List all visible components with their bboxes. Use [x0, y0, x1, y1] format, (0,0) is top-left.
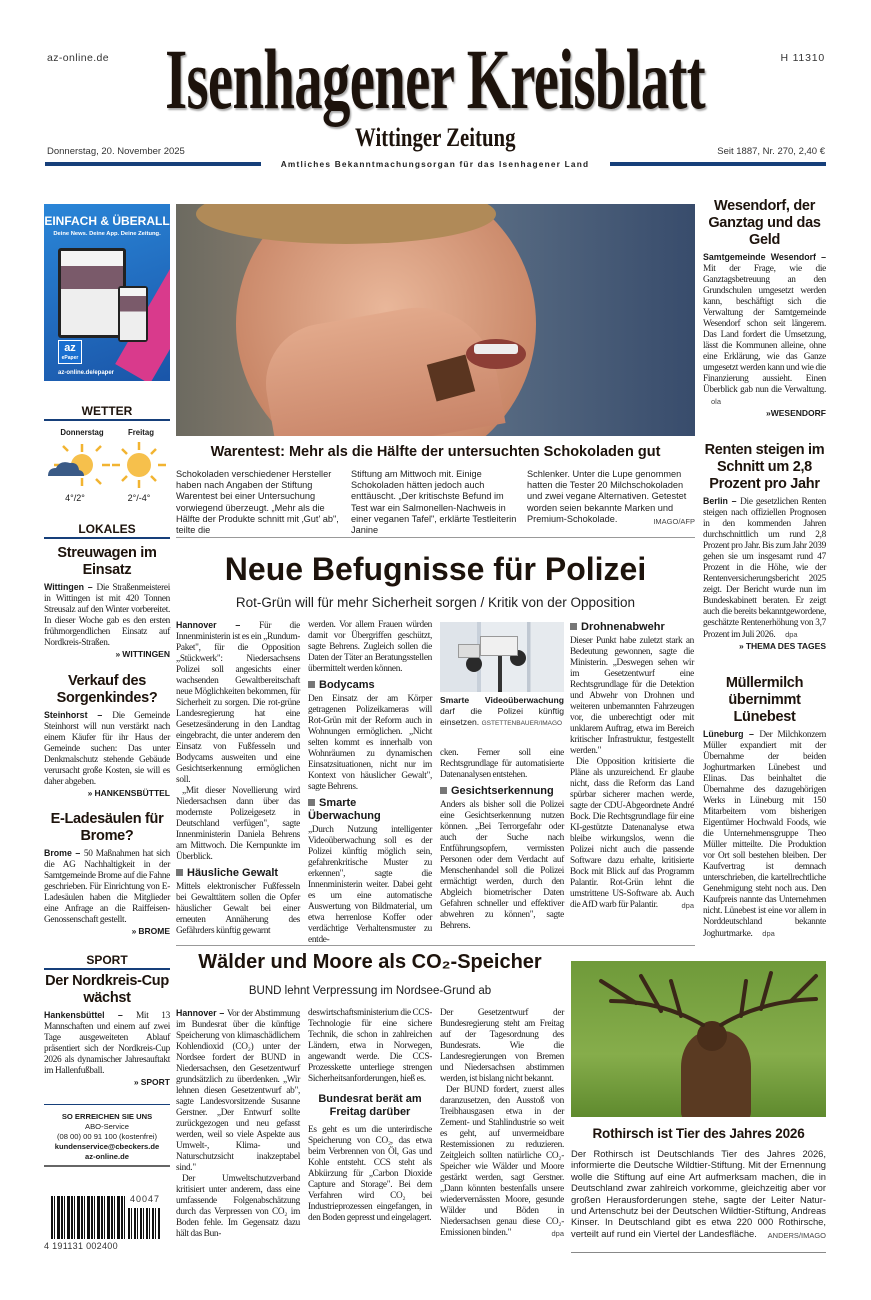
article-paragraph	[440, 800, 564, 932]
divider	[44, 1165, 170, 1167]
ref-link[interactable]: »WESENDORF	[766, 408, 826, 418]
subheading-text: Gesichtserkennung	[451, 785, 554, 797]
rothirsch-text: Der Rothirsch ist Deutschlands Tier des Jahres 2026, informierte die Deutsche Wildtier-Stiftung. Mit der Ernennung wolle die Stiftung auf eine Art aufmerksam machen, die in Deutschland zwar zahlreich vorkomme, gleichzeitig aber vor großen Herausforderungen stehe, sagte der Leiter Natur- und Artenschutz bei der Deutschen Wildtier-Stiftung, Andreas Kinser. In Deutschland gibt es etwa 220 000 Rothirsche, verteilt auf rund ein Viertel der Landesfläche. ANDERS/IMAGO	[571, 1148, 826, 1240]
teaser-text	[44, 582, 170, 660]
issue-info: Seit 1887, Nr. 270, 2,40 €	[717, 146, 825, 157]
author-credit: dpa	[762, 929, 775, 938]
subheading-text: Bodycams	[319, 679, 375, 691]
photo-credit: IMAGO/AFP	[653, 516, 695, 526]
photo-caption: Smarte Videoüberwachung darf die Polizei künftig einsetzen. GSTETTENBAUER/IMAGO	[440, 695, 564, 727]
square-bullet-icon	[440, 787, 447, 794]
subheading-text: Smarte Überwachung	[308, 797, 381, 822]
contact-email[interactable]: kundenservice@cbeckers.de	[54, 1142, 160, 1151]
paragraph-text: Mit der Frage, wie die Ganztagsbetreuung an den Grundschulen umgesetzt werden kann, beschäftigt sich die Verwaltung der Samtgemeinde Wesendorf schon seit längerem. Das Land fordert die Umsetzung, lässt die Kommunen alleine, ohne eine Erklärung, wie das Ganze umgesetzt werden kann und wie die Finanzierung aussieht. Einen Überblick gab nun die Verwaltung.	[703, 264, 826, 395]
dateline: Samtgemeinde Wesendorf –	[703, 252, 826, 262]
lokales-header: LOKALES	[44, 522, 170, 539]
weather-day-label: Donnerstag	[60, 428, 104, 437]
warentest-col: Schlenker. Unter die Lupe genommen hatten die Tester 20 Milchschokoladen und zwei vegane Alternativen. Getestet worden seien bekannte Marken und Premium-Schokolade. IMAGO/AFP	[527, 469, 695, 526]
lokales-list	[44, 545, 170, 937]
author-credit: ola	[711, 397, 722, 406]
dateline: Hannover –	[176, 1008, 227, 1018]
article-subheading	[176, 867, 300, 880]
ref-link[interactable]: » HANKENSBÜTTEL	[87, 787, 170, 798]
paragraph-text: „Durch Nutzung intelligenter Videoüberwachung soll es der Polizei künftig möglich sein, gefahrenkritische Muster zu erkennen", sagte die Innenministerin weiter. Dabei geht es um eine automatische Auswertung von Bildmaterial, um etwa herrenlose Koffer oder verdächtige Verhaltensmuster zu entde-	[308, 825, 432, 945]
article-paragraph	[440, 1008, 564, 1085]
teaser-headline[interactable]: Streuwagen im Einsatz	[57, 545, 157, 578]
teaser-headline[interactable]: Renten steigen im Schnitt um 2,8 Prozent pro Jahr	[704, 442, 825, 492]
website-label: az-online.de	[47, 52, 110, 64]
article-subheading	[440, 785, 564, 798]
square-bullet-icon	[308, 681, 315, 688]
teaser-text	[703, 729, 826, 940]
weather-day-label: Freitag	[128, 428, 154, 437]
photo-credit: ANDERS/IMAGO	[767, 1230, 826, 1240]
square-bullet-icon	[176, 869, 183, 876]
teaser-headline[interactable]: Müllermilch übernimmt Lünebest	[725, 675, 804, 725]
subheading-text: Drohnenabwehr	[581, 621, 665, 633]
paragraph-text: werden. Vor allem Frauen würden damit vor Übergriffen geschützt, sagte Behrens. Zugleich sollen die Daten der Täter an Beratungsstellen übermittelt werden können.	[308, 620, 432, 674]
warentest-col: Schokoladen verschiedener Hersteller haben nach Angaben der Stiftung Warentest bei einer Untersuchung vorwiegend überzeugt. „Mehr als die Hälfte der Produkte schnitt mit ‚Gut' ab", teilte die	[176, 469, 339, 536]
article-subheading	[308, 679, 432, 692]
sport-teaser	[44, 973, 170, 1088]
weather-temp: 4°/2°	[65, 493, 85, 503]
photo-credit: GSTETTENBAUER/IMAGO	[481, 720, 563, 727]
dateline: Steinhorst –	[44, 709, 113, 720]
dateline: Wittingen –	[44, 582, 97, 592]
article-paragraph	[176, 882, 300, 937]
paragraph-text: deswirtschaftsministerium die CCS-Technologie für eine sichere Technik, die schon in zahlreichen Ländern, etwa in Norwegen, angewandt werde. Die CCS-Prozesskette unterliege strengen Sicherheitsanforderungen, hieß es.	[308, 1008, 432, 1084]
tablet-image	[58, 248, 126, 338]
paragraph-text: Anders als bisher soll die Polizei eine Gesichtserkennung nutzen können. „Bei Terrorgefahr oder auch der Suche nach Entführungsopfern, vermissten Personen oder dem Verdacht auf Menschenhandel soll die Polizei ermächtigt werden, durch den Abgleich biometrischer Daten Gefahren schneller und effektiver abwehren zu können", sagte Behrens.	[440, 800, 564, 931]
dateline: Hannover –	[176, 620, 260, 630]
ref-link[interactable]: » BROME	[131, 926, 170, 936]
teaser-paragraph	[44, 848, 170, 926]
square-bullet-icon	[308, 799, 315, 806]
right-column	[703, 198, 826, 940]
paragraph-text: Dieser Punkt habe zuletzt stark an Bedeutung gewonnen, sagte die Ministerin. „Deswegen sehen wir im Gesetzentwurf eine Rechtsgrundlage für die Detektion und Abwehr von Drohnen und weiteren unbemannten Fahrzeugen vor, die unberechtigt oder mit unklarem Auftrag, etwa im Bereich kritischer Infrastruktur, festgestellt werden."	[570, 636, 694, 756]
author-credit: dpa	[785, 630, 798, 639]
issue-code: H 11310	[780, 52, 825, 64]
article-subheading	[308, 797, 432, 823]
ad-url[interactable]: az-online.de/epaper	[58, 370, 115, 376]
paragraph-text: Der BUND fordert, zuerst alles daranzusetzen, den Ausstoß von Treibhausgasen etwa in der Zement- und Stahlindustrie so weit es geht, auf unvermeidbare Restemissionen zu reduzieren. Zeitgleich sollten natürliche CO₂-Speicher wie Wälder und Moore gestärkt werden, sagt Gerstner. „Dann könnten bestenfalls unsere wiedervernässten Moore, gesunde Wälder und Böden in Niedersachsen genau diese CO₂-Emissionen binden."	[440, 1085, 564, 1238]
author-credit: dpa	[551, 1229, 564, 1238]
article-column	[308, 1008, 432, 1224]
dateline: Lüneburg –	[703, 729, 760, 739]
article-paragraph	[440, 748, 564, 781]
article-column	[570, 617, 694, 911]
warentest-col: Stiftung am Mittwoch mit. Einige Schokoladen hätten jedoch auch enttäuscht. „Der kritischste Befund im Test war ein Salmonellen-Nachweis in einer veganen Tafel", erklärte Testleiterin Janine	[351, 469, 517, 536]
barcode-number: 4 191131 002400	[44, 1241, 118, 1251]
teaser	[44, 545, 170, 660]
newspaper-title: Isenhagener Kreisblatt	[165, 31, 706, 127]
paragraph-text: Der Umweltschutzverband kritisiert unter anderem, dass eine umfassende Folgenabschätzung durch das Verpressen von CO₂ im Boden fehle. Im Gegensatz dazu hält das Bun-	[176, 1174, 300, 1239]
teaser-text	[44, 710, 170, 799]
paragraph-text: Mittels elektronischer Fußfesseln bei Gewalttätern sollen die Opfer häuslicher Gewalt bei einer erneuten Annäherung des Gefährders künftig gewarnt	[176, 882, 300, 936]
article-subheading	[570, 621, 694, 634]
paragraph-text: Die Gemeinde Steinhorst will nun verstärkt nach einem Käufer für ihr Haus der Gemeinde suchen: Das unter Denkmalschutz stehende Gebäude verursacht große Kosten, sie will es daher abgeben.	[44, 710, 170, 787]
sport-ref-link[interactable]: » SPORT	[133, 1077, 170, 1087]
weather-temp: 2°/-4°	[127, 493, 151, 503]
sport-header: SPORT	[44, 953, 170, 970]
teaser	[703, 675, 826, 940]
article-paragraph	[176, 1174, 300, 1240]
paragraph-text: Den Einsatz der am Körper getragenen Polizeikameras will Rot-Grün mit der Reform auch in Wohnungen ermöglichen. „Nicht selten kommt es innerhalb von Wohnräumen zu dynamischen Einsatzsituationen, nicht nur im Kontext von häuslicher Gewalt", sagte Behrens.	[308, 694, 432, 792]
article-paragraph	[308, 620, 432, 675]
teaser-paragraph	[44, 582, 170, 649]
teaser-paragraph	[703, 729, 826, 940]
barcode-addon	[128, 1208, 160, 1239]
polizei-headline[interactable]: Neue Befugnisse für Polizei	[224, 551, 647, 587]
contact-web[interactable]: az-online.de	[85, 1152, 129, 1161]
article-paragraph	[570, 636, 694, 757]
paragraph-text: 50 Maßnahmen hat sich die AG Nachhaltigkeit in der Samtgemeinde Brome auf die Fahne geschrieben. Für Einrichtung von E-Ladesäulen haben die Mitglieder eine Anfrage an die Raiffeisen-Genossenschaft gestellt.	[44, 849, 171, 925]
chocolate-child-photo	[176, 204, 695, 436]
article-column	[176, 1008, 300, 1240]
article-paragraph	[308, 825, 432, 946]
teaser-paragraph	[44, 710, 170, 788]
rothirsch-headline[interactable]: Rothirsch ist Tier des Jahres 2026	[592, 1126, 805, 1141]
barcode-addon-number: 40047	[130, 1194, 161, 1204]
sun-cloud-icon	[44, 440, 114, 488]
warentest-headline[interactable]: Warentest: Mehr als die Hälfte der untersuchten Schokoladen gut	[210, 444, 661, 460]
dateline: Brome –	[44, 848, 84, 858]
teaser-text	[44, 848, 170, 937]
article-paragraph	[308, 694, 432, 793]
article-paragraph	[440, 1085, 564, 1239]
teaser	[44, 673, 170, 799]
teaser-headline[interactable]: E-Ladesäulen für Brome?	[50, 811, 164, 844]
article-paragraph	[308, 1125, 432, 1224]
square-bullet-icon	[570, 623, 577, 630]
ref-link[interactable]: » WITTINGEN	[115, 649, 170, 659]
paragraph-text: Die Straßenmeisterei in Wittingen ist mit 420 Tonnen Streusalz auf den Winter vorbereitet. In dieser Woche gab es den ersten frühmorgendlichen Einsatz auf Nordkreis-Straßen.	[44, 583, 170, 648]
ad-subline: Deine News. Deine App. Deine Zeitung.	[53, 231, 161, 237]
divider	[176, 945, 695, 946]
sport-teaser-text: Hankensbüttel – Mit 13 Mannschaften und einem auf zwei Tage ausgeweiteten Ablauf präsentiert sich der Nordkreis-Cup 2026 als dynamischer Jahresauftakt im Hallenfußball. » SPORT	[44, 1010, 170, 1087]
teaser-headline[interactable]: Verkauf des Sorgenkindes?	[56, 672, 158, 706]
az-logo: az ePaper	[58, 340, 82, 364]
phone-image	[118, 286, 148, 342]
teaser-text	[703, 252, 826, 419]
article-paragraph	[308, 1008, 432, 1085]
paragraph-text: Der Milchkonzern Müller expandiert mit der Übernahme der beiden Joghurtmarken Lünebest und Elinas. Das beinhaltet die Übernahme des dazugehörigen Werks in Lüneburg mit 150 Mitarbeitern vom bisherigen Eigentümer Hochwald Foods, wie die Unternehmensgruppe Theo Müller mitteilte. Die Produktion vor Ort soll bestehen bleiben. Der Kaufvertrag ist demnach unterschrieben, die kartellrechtliche Genehmigung steht noch aus. Den Kaufpreis nannte das Unternehmen nicht. Lünebest ist eine vor allem in Norddeutschland bekannte Joghurtmarke.	[703, 730, 826, 939]
article-column	[176, 620, 300, 937]
tagline: Amtliches Bekanntmachungsorgan für das Isenhagener Land	[280, 159, 590, 169]
divider	[44, 1104, 170, 1105]
contact-phone[interactable]: (08 00) 00 91 100 (kostenfrei)	[56, 1132, 158, 1141]
article-paragraph	[176, 786, 300, 863]
ref-link[interactable]: » THEMA DES TAGES	[739, 641, 826, 651]
contact-box	[44, 1112, 170, 1162]
teaser	[703, 442, 826, 652]
newspaper-subtitle: Wittinger Zeitung	[355, 123, 516, 152]
polizei-subtitle: Rot-Grün will für mehr Sicherheit sorgen / Kritik von der Opposition	[235, 595, 636, 610]
co2-headline[interactable]: Wälder und Moore als CO₂-Speicher	[198, 951, 542, 973]
paragraph-text: cken. Ferner soll eine Rechtsgrundlage für automatisierte Datenanalysen entstehen.	[440, 748, 564, 780]
masthead-rule	[45, 162, 261, 166]
article-paragraph	[176, 1008, 300, 1174]
article-column	[440, 748, 564, 932]
contact-header: SO ERREICHEN SIE UNS	[61, 1112, 153, 1121]
teaser-paragraph	[703, 252, 826, 408]
surveillance-camera-photo	[440, 622, 564, 692]
paragraph-text: Der Gesetzentwurf der Bundesregierung steht am Freitag auf der Tagesordnung des Bundesrats. Wie die Landesregierungen von Bremen und Niedersachsen abstimmen werden, ist bislang nicht bekannt.	[440, 1008, 564, 1084]
article-paragraph	[176, 620, 300, 786]
teaser	[703, 198, 826, 419]
issue-date: Donnerstag, 20. November 2025	[47, 146, 185, 157]
subheading-text: Häusliche Gewalt	[187, 867, 279, 879]
weather-header: WETTER	[44, 404, 170, 421]
dateline: Berlin –	[703, 496, 741, 506]
article-column	[440, 1008, 564, 1239]
paragraph-text: Für die Innenministerin ist es ein „Rundum-Paket", für die Opposition „Stückwerk": Niedersachsens Polizei soll angesichts einer wachsenden Gewaltbereitschaft neue Möglichkeiten bekommen, für Sicherheit zu sorgen. Die rot-grüne Landesregierung hat eine Gesetzesänderung in den Landtag eingebracht, die unter anderem den Einsatz von Fußfesseln und Bodycams ausweiten und eine Gesichtserkennung ermöglichen soll.	[176, 621, 300, 785]
teaser	[44, 811, 170, 937]
teaser-paragraph	[703, 496, 826, 641]
divider	[571, 1252, 826, 1253]
sport-headline[interactable]: Der Nordkreis-Cup wächst	[45, 973, 169, 1006]
red-deer-photo	[571, 961, 826, 1117]
sun-icon	[106, 440, 170, 488]
co2-subtitle: BUND lehnt Verpressung im Nordsee-Grund ab	[248, 985, 492, 997]
paragraph-text: Die Opposition kritisierte die Pläne als unzureichend. Er glaube nicht, dass die Reform das Land spürbar sicherer machen werde, sagte der CDU-Abgeordnete André Bock. Die Rechtsgrundlage für eine KI-gestützte Datenanalyse etwa bleibe wirkungslos, wenn die Polizei nicht auch die passende Software dazu erhalte, kritisierte Bock mit Blick auf das Programm Palantir. Rot-Grün lehnt die umstrittene US-Software ab. Auch die AfD warb für Palantir.	[570, 757, 694, 910]
teaser-headline[interactable]: Wesendorf, der Ganztag und das Geld	[708, 198, 821, 248]
article-subheading: Bundesrat berät am Freitag darüber	[318, 1093, 422, 1118]
article-paragraph	[570, 757, 694, 911]
barcode	[51, 1196, 125, 1239]
paragraph-text: Die gesetzlichen Renten steigen nach offiziellen Prognosen in den kommenden Jahren durchschnittlich um rund 2,8 Prozent pro Jahr. Bis zum Jahr 2039 gehen sie um insgesamt rund 47 Prozent in die Höhe, wie der Rentenversicherungsbericht 2025 zeigt. Der Bericht wurde nun im Bundeskabinett beraten. Er zeigt auch die bereits bekanntgewordene, geschätzte Rentenerhöhung von 3,7 Prozent im Juli 2026.	[703, 497, 826, 640]
article-column	[308, 620, 432, 946]
paragraph-text: Es geht es um die unterirdische Speicherung von CO₂, das etwa beim Verbrennen von Öl, Gas und Kohle entsteht. CCS steht als Abkürzung für „Carbon Dioxide Capture and Storage". Bei dem Verfahren wird CO₂ bei Industrieprozessen eingefangen, in den Boden gepresst und eingelagert.	[308, 1125, 432, 1223]
ad-headline: EINFACH & ÜBERALL	[44, 214, 170, 228]
masthead-rule	[610, 162, 826, 166]
author-credit: dpa	[681, 901, 694, 910]
teaser-text	[703, 496, 826, 652]
epaper-ad[interactable]	[44, 204, 170, 381]
paragraph-text: „Mit dieser Novellierung wird Niedersachsen dann über das modernste Polizeigesetz in Deutschland verfügen", sagte Innenministerin Daniela Behrens am Mittwoch. Die Kernpunkte im Überblick.	[176, 786, 300, 862]
divider	[176, 537, 695, 538]
contact-service: ABO-Service	[85, 1122, 129, 1131]
paragraph-text: Vor der Abstimmung im Bundesrat über die künftige Speicherung von klimaschädlichem Kohlendioxid (CO₂) unter der Nordsee fordert der BUND in Niedersachsen, den Gesetzentwurf grundsätzlich zu überdenken. „Wir lehnen diesen Gesetzentwurf ab", sagte Landesvorsitzende Susanne Gerstner. „Der Entwurf sollte zurückgezogen und neu gefasst werden, weil so viele Aspekte aus Umwelt-, Klima- und Naturschutzsicht inakzeptabel sind."	[176, 1009, 300, 1173]
